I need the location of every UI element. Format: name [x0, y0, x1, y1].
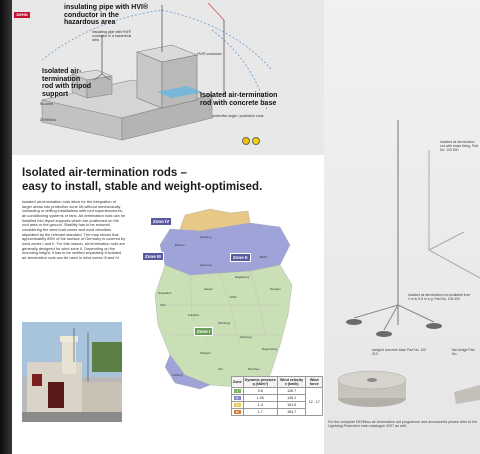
germany-map: [130, 205, 320, 395]
ex-icon: [252, 137, 260, 145]
city-label: Berlin: [260, 255, 268, 259]
small-label: Ex-zone: [40, 102, 53, 106]
building-illustration: [12, 0, 324, 155]
table-cell: 184.7: [277, 409, 306, 416]
city-label: Hannover: [200, 263, 213, 267]
callout-tripod-rod: Isolated air-termination rod with tripod support: [42, 68, 91, 98]
city-label: Freiburg: [172, 373, 183, 377]
product-label: Isolated air-termination rod available from 4 m to 5.5 m e.g. Part No. 105 400: [408, 293, 471, 301]
small-label: HVI® conductor: [197, 52, 222, 56]
city-label: Kassel: [204, 287, 213, 291]
city-label: Erfurt: [230, 295, 237, 299]
headline-line-1: Isolated air-termination rods –: [22, 167, 187, 179]
zone-label: Zone III: [142, 252, 164, 261]
city-label: Stuttgart: [200, 351, 211, 355]
zone-label: Zone II: [230, 253, 251, 262]
callout-insulating-pipe: insulating pipe with HVI® conductor in the hazardous area: [64, 4, 149, 26]
city-label: Regensburg: [262, 347, 278, 351]
product-label: wedged concrete base Part No. 102 010: [372, 348, 427, 356]
product-photos: [324, 0, 480, 420]
zone-label: Zone I: [194, 327, 213, 336]
city-label: Ulm: [218, 367, 223, 371]
zone-label: Zone IV: [150, 217, 172, 226]
table-header: Wind velocity v (km/h): [277, 377, 306, 388]
footer-note: For the complete DEHNiso air-termination rod programme and accessories please refer to the Lightning Protection main catalogue 2007 as well.: [328, 420, 478, 429]
photo-scene: [22, 322, 122, 422]
city-label: Magdeburg: [235, 275, 250, 279]
zone-swatch: IV: [234, 410, 241, 414]
wind-zone-table: [231, 376, 323, 416]
wind-zone-map: [130, 205, 320, 395]
city-label: München: [248, 367, 260, 371]
table-header-row: [232, 377, 323, 388]
callout-concrete-base-rod: Isolated air-termination rod with concrete base: [200, 92, 278, 107]
zone-swatch: I: [234, 389, 241, 393]
table-cell: 161.5: [277, 402, 306, 409]
zone-swatch: II: [234, 396, 241, 400]
table-cell: 1.4: [243, 402, 277, 409]
headline-line-2: easy to install, stable and weight-optimised.: [22, 181, 263, 193]
small-label: protective angle / protection zone: [212, 114, 264, 118]
warning-icon: [242, 137, 250, 145]
table-cell: 145.1: [277, 395, 306, 402]
small-label: insulating pipe with HVI® conductor in a hazardous area: [92, 30, 132, 42]
table-cell: 126.7: [277, 388, 306, 395]
small-label: DEHNbloc: [40, 118, 57, 122]
page-headline: [22, 166, 312, 194]
table-cell: 1.7: [243, 409, 277, 416]
city-label: Bremen: [175, 243, 185, 247]
city-label: Düsseldorf: [158, 291, 172, 295]
city-label: Frankfurt: [188, 313, 200, 317]
city-label: Hamburg: [200, 235, 212, 239]
product-label: flat wedge Part No.: [452, 348, 475, 356]
product-label: Isolated air-termination rod with brass fixing, Part No. 105 600: [440, 140, 479, 152]
table-header: Zone: [232, 377, 244, 388]
table-cell: 0.8: [243, 388, 277, 395]
city-label: Köln: [160, 303, 166, 307]
table-header: Dynamic pressure q (kN/m²): [244, 378, 276, 386]
brand-logo: DEHN: [14, 12, 30, 18]
city-label: Nürnberg: [240, 335, 252, 339]
city-label: Dresden: [270, 287, 281, 291]
city-label: Würzburg: [218, 321, 231, 325]
table-row: [232, 388, 323, 395]
table-cell: 1.05: [243, 395, 277, 402]
zone-swatch: III: [234, 403, 241, 407]
building-photo: [22, 322, 122, 422]
body-paragraph: Isolated air-termination rods allow for the integration of larger areas into protection zone 0A without mechanically contacting or drilling installations with roof superstructures, air conditioning systems or fans. Air-termination rods can be installed into tripod supports which are positioned on the roof area or the ground. Stability has to be ensured considering the wind load zones and wind velocities stipulated by the relevant standard. The map shows that approximately 85% of the surface of Germany is covered by wind zones I and II. For this reason, air-termination rods are generally designed for wind zone II. Depending on the mounting height, it has to be verified separately if isolated air-termination rods can be used in wind zones III and IV.: [22, 199, 126, 260]
wind-force-cell: 12 - 17: [306, 388, 323, 416]
table-header: Wind force: [306, 377, 323, 388]
